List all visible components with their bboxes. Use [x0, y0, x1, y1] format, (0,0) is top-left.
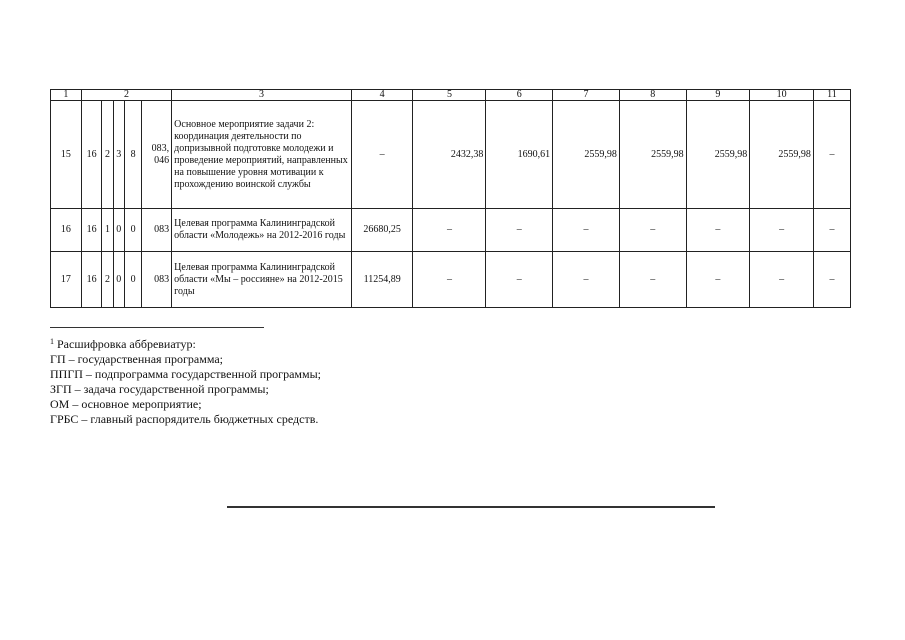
value-cell: –: [686, 252, 750, 308]
value-cell: –: [553, 252, 620, 308]
activity-name: Целевая программа Калининградской области «Мы – россияне» на 2012-2015 годы: [172, 252, 352, 308]
row-number: 17: [51, 252, 82, 308]
header-cell: 6: [486, 90, 553, 101]
value-cell: –: [553, 209, 620, 252]
header-cell: 10: [750, 90, 814, 101]
value-cell: –: [750, 209, 814, 252]
value-cell: –: [351, 101, 413, 209]
value-cell: –: [813, 101, 850, 209]
activity-name: Основное мероприятие задачи 2: координация деятельности по допризывной подготовке молодежи и проведение мероприятий, направленных на повышение уровня мотивации к прохождению воинской службы: [172, 101, 352, 209]
value-cell: 2559,98: [619, 101, 686, 209]
header-cell: 1: [51, 90, 82, 101]
code-cell: 0: [124, 209, 141, 252]
value-cell: –: [619, 252, 686, 308]
header-cell: 3: [172, 90, 352, 101]
header-row: [51, 90, 851, 101]
grbs-code: 083, 046: [142, 101, 172, 209]
header-cell: 7: [553, 90, 620, 101]
header-cell: 9: [686, 90, 750, 101]
value-cell: –: [686, 209, 750, 252]
activity-name: Целевая программа Калининградской области «Молодежь» на 2012-2016 годы: [172, 209, 352, 252]
footnote-line: ОМ – основное мероприятие;: [50, 397, 202, 411]
table-row: [51, 209, 851, 252]
code-cell: 2: [102, 252, 113, 308]
footnote-title: [50, 334, 650, 352]
footnote-title-text: Расшифровка аббревиатур:: [57, 337, 196, 351]
code-cell: 16: [81, 209, 102, 252]
value-cell: –: [413, 252, 486, 308]
grbs-code: 083: [142, 209, 172, 252]
code-cell: 16: [81, 252, 102, 308]
value-cell: –: [813, 209, 850, 252]
header-cell: 8: [619, 90, 686, 101]
code-cell: 0: [113, 209, 124, 252]
value-cell: –: [486, 252, 553, 308]
value-cell: 26680,25: [351, 209, 413, 252]
header-cell: 11: [813, 90, 850, 101]
code-cell: 1: [102, 209, 113, 252]
footnote-line: ЗГП – задача государственной программы;: [50, 382, 269, 396]
table-row: [51, 252, 851, 308]
row-number: 15: [51, 101, 82, 209]
table-row: [51, 101, 851, 209]
footnote-marker: 1: [50, 337, 54, 346]
footnote-block: [50, 334, 650, 427]
footnote-separator: [50, 327, 264, 328]
value-cell: –: [413, 209, 486, 252]
value-cell: –: [619, 209, 686, 252]
code-cell: 2: [102, 101, 113, 209]
code-cell: 16: [81, 101, 102, 209]
value-cell: –: [750, 252, 814, 308]
header-cell: 4: [351, 90, 413, 101]
value-cell: 2432,38: [413, 101, 486, 209]
code-cell: 3: [113, 101, 124, 209]
value-cell: 1690,61: [486, 101, 553, 209]
footnote-line: ГРБС – главный распорядитель бюджетных средств.: [50, 412, 319, 426]
header-cell: 2: [81, 90, 171, 101]
value-cell: 2559,98: [686, 101, 750, 209]
page-separator-line: [227, 506, 715, 508]
value-cell: 11254,89: [351, 252, 413, 308]
value-cell: 2559,98: [750, 101, 814, 209]
value-cell: –: [813, 252, 850, 308]
footnote-line: ППГП – подпрограмма государственной программы;: [50, 367, 321, 381]
code-cell: 8: [124, 101, 141, 209]
code-cell: 0: [113, 252, 124, 308]
value-cell: –: [486, 209, 553, 252]
grbs-code: 083: [142, 252, 172, 308]
row-number: 16: [51, 209, 82, 252]
code-cell: 0: [124, 252, 141, 308]
budget-table: [50, 89, 851, 308]
value-cell: 2559,98: [553, 101, 620, 209]
header-cell: 5: [413, 90, 486, 101]
footnote-line: ГП – государственная программа;: [50, 352, 223, 366]
